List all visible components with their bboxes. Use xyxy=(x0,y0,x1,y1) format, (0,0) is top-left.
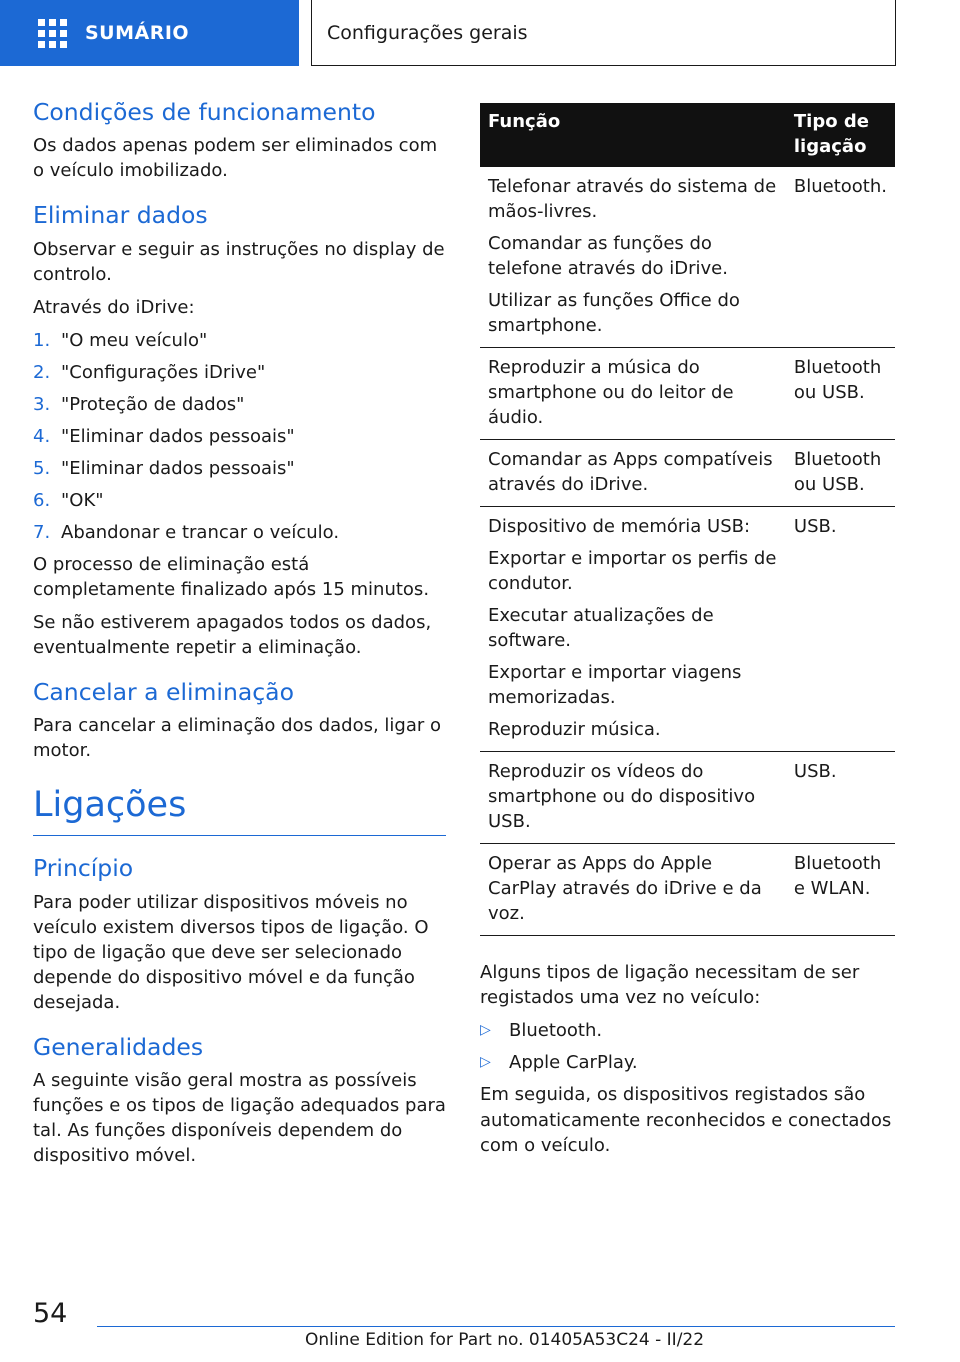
step-number: 4. xyxy=(33,425,51,447)
step-item xyxy=(33,360,446,385)
principle-text: Para poder utilizar dispositivos móveis no veículo existem diversos tipos de ligação. O tipo de ligação que deve ser selecionado depende do dispositivo móvel e da função desejada. xyxy=(33,891,429,1013)
step-text: "OK" xyxy=(61,489,104,511)
function-text: Comandar as funções do telefone através do iDrive. xyxy=(488,233,728,280)
cancel-text: Para cancelar a eliminação dos dados, ligar o motor. xyxy=(33,715,441,762)
section-heading-cancel: Cancelar a eliminação xyxy=(33,678,294,706)
step-number: 2. xyxy=(33,361,51,383)
function-text: Comandar as Apps compatíveis através do iDrive. xyxy=(488,449,773,496)
function-text: Reproduzir os vídeos do smartphone ou do dispositivo USB. xyxy=(488,761,756,833)
step-text: "O meu veículo" xyxy=(61,329,208,351)
section-heading-conditions: Condições de funcionamento xyxy=(33,98,376,126)
function-cell xyxy=(480,440,786,507)
step-item xyxy=(33,488,446,513)
connection-type-cell: Bluetooth ou USB. xyxy=(786,348,895,440)
table-row xyxy=(480,844,895,936)
step-text: Abandonar e trancar o veículo. xyxy=(61,521,340,543)
table-header-function: Função xyxy=(480,103,786,167)
table-row xyxy=(480,752,895,844)
conditions-text: Os dados apenas podem ser eliminados com o veículo imobilizado. xyxy=(33,135,438,182)
function-text: Telefonar através do sistema de mãos-livres. xyxy=(488,176,777,223)
step-item xyxy=(33,520,446,545)
connections-table xyxy=(480,103,895,936)
section-heading-general: Generalidades xyxy=(33,1032,204,1061)
step-item xyxy=(33,328,446,353)
left-column xyxy=(33,98,446,1176)
function-text: Exportar e importar viagens memorizadas. xyxy=(488,662,742,709)
summary-label: SUMÁRIO xyxy=(85,22,190,44)
table-row xyxy=(480,167,895,348)
footer-divider xyxy=(97,1326,895,1327)
registration-text: Alguns tipos de ligação necessitam de ser registados uma vez no veículo: xyxy=(480,962,860,1009)
list-item xyxy=(480,1018,895,1043)
function-cell xyxy=(480,844,786,936)
function-text: Operar as Apps do Apple CarPlay através do iDrive e da voz. xyxy=(488,853,762,925)
connection-type-cell: Bluetooth ou USB. xyxy=(786,440,895,507)
delete-instructions: Observar e seguir as instruções no display de controlo. xyxy=(33,238,445,285)
step-number: 5. xyxy=(33,457,51,479)
function-text: Utilizar as funções Office do smartphone. xyxy=(488,290,740,337)
step-text: "Proteção de dados" xyxy=(61,393,245,415)
connection-type-cell: Bluetooth e WLAN. xyxy=(786,844,895,936)
step-number: 6. xyxy=(33,489,51,511)
function-cell xyxy=(480,348,786,440)
chapter-heading-connections: Ligações xyxy=(33,785,446,836)
page-number: 54 xyxy=(33,1298,68,1329)
steps-list xyxy=(33,328,446,545)
table-header-type: Tipo de ligação xyxy=(786,103,895,167)
step-number: 7. xyxy=(33,521,51,543)
connection-type-cell: USB. xyxy=(786,507,895,752)
chapter-title: Configurações gerais xyxy=(327,21,528,44)
triangle-bullet-icon: ▷ xyxy=(480,1022,491,1039)
step-text: "Configurações iDrive" xyxy=(61,361,266,383)
function-text: Reproduzir a música do smartphone ou do leitor de áudio. xyxy=(488,357,734,429)
connection-type-cell: Bluetooth. xyxy=(786,167,895,348)
general-text: A seguinte visão geral mostra as possíveis funções e os tipos de ligação adequados para tal. As funções disponíveis dependem do dispositivo móvel. xyxy=(33,1070,446,1167)
table-row xyxy=(480,507,895,752)
after-registration-text: Em seguida, os dispositivos registados são automaticamente reconhecidos e conectados com o veículo. xyxy=(480,1084,892,1156)
function-text: Reproduzir música. xyxy=(488,719,661,741)
step-number: 1. xyxy=(33,329,51,351)
function-cell xyxy=(480,507,786,752)
footer-edition: Online Edition for Part no. 01405A53C24 - II/22 xyxy=(305,1330,705,1350)
list-item-text: Bluetooth. xyxy=(509,1020,603,1042)
grid-menu-icon xyxy=(38,19,67,48)
delete-complete-text: O processo de eliminação está completamente finalizado após 15 minutos. xyxy=(33,553,430,600)
step-item xyxy=(33,424,446,449)
step-item xyxy=(33,456,446,481)
summary-button[interactable] xyxy=(0,0,299,66)
table-header-row xyxy=(480,103,895,167)
function-cell xyxy=(480,167,786,348)
section-heading-delete: Eliminar dados xyxy=(33,201,208,230)
list-item-text: Apple CarPlay. xyxy=(509,1052,638,1074)
connection-type-cell: USB. xyxy=(786,752,895,844)
step-number: 3. xyxy=(33,393,51,415)
registration-list xyxy=(480,1018,895,1075)
table-row xyxy=(480,348,895,440)
function-text: Exportar e importar os perfis de condutor. xyxy=(488,548,777,595)
step-text: "Eliminar dados pessoais" xyxy=(61,425,295,447)
function-text: Dispositivo de memória USB: xyxy=(488,516,751,538)
triangle-bullet-icon: ▷ xyxy=(480,1054,491,1071)
delete-via-idrive: Através do iDrive: xyxy=(33,296,195,318)
chapter-tab[interactable] xyxy=(311,0,896,66)
table-row xyxy=(480,440,895,507)
function-cell xyxy=(480,752,786,844)
list-item xyxy=(480,1050,895,1075)
step-text: "Eliminar dados pessoais" xyxy=(61,457,295,479)
delete-repeat-text: Se não estiverem apagados todos os dados, eventualmente repetir a eliminação. xyxy=(33,611,432,658)
section-heading-principle: Princípio xyxy=(33,854,134,883)
function-text: Executar atualizações de software. xyxy=(488,605,714,652)
right-column xyxy=(480,103,895,1166)
step-item xyxy=(33,392,446,417)
